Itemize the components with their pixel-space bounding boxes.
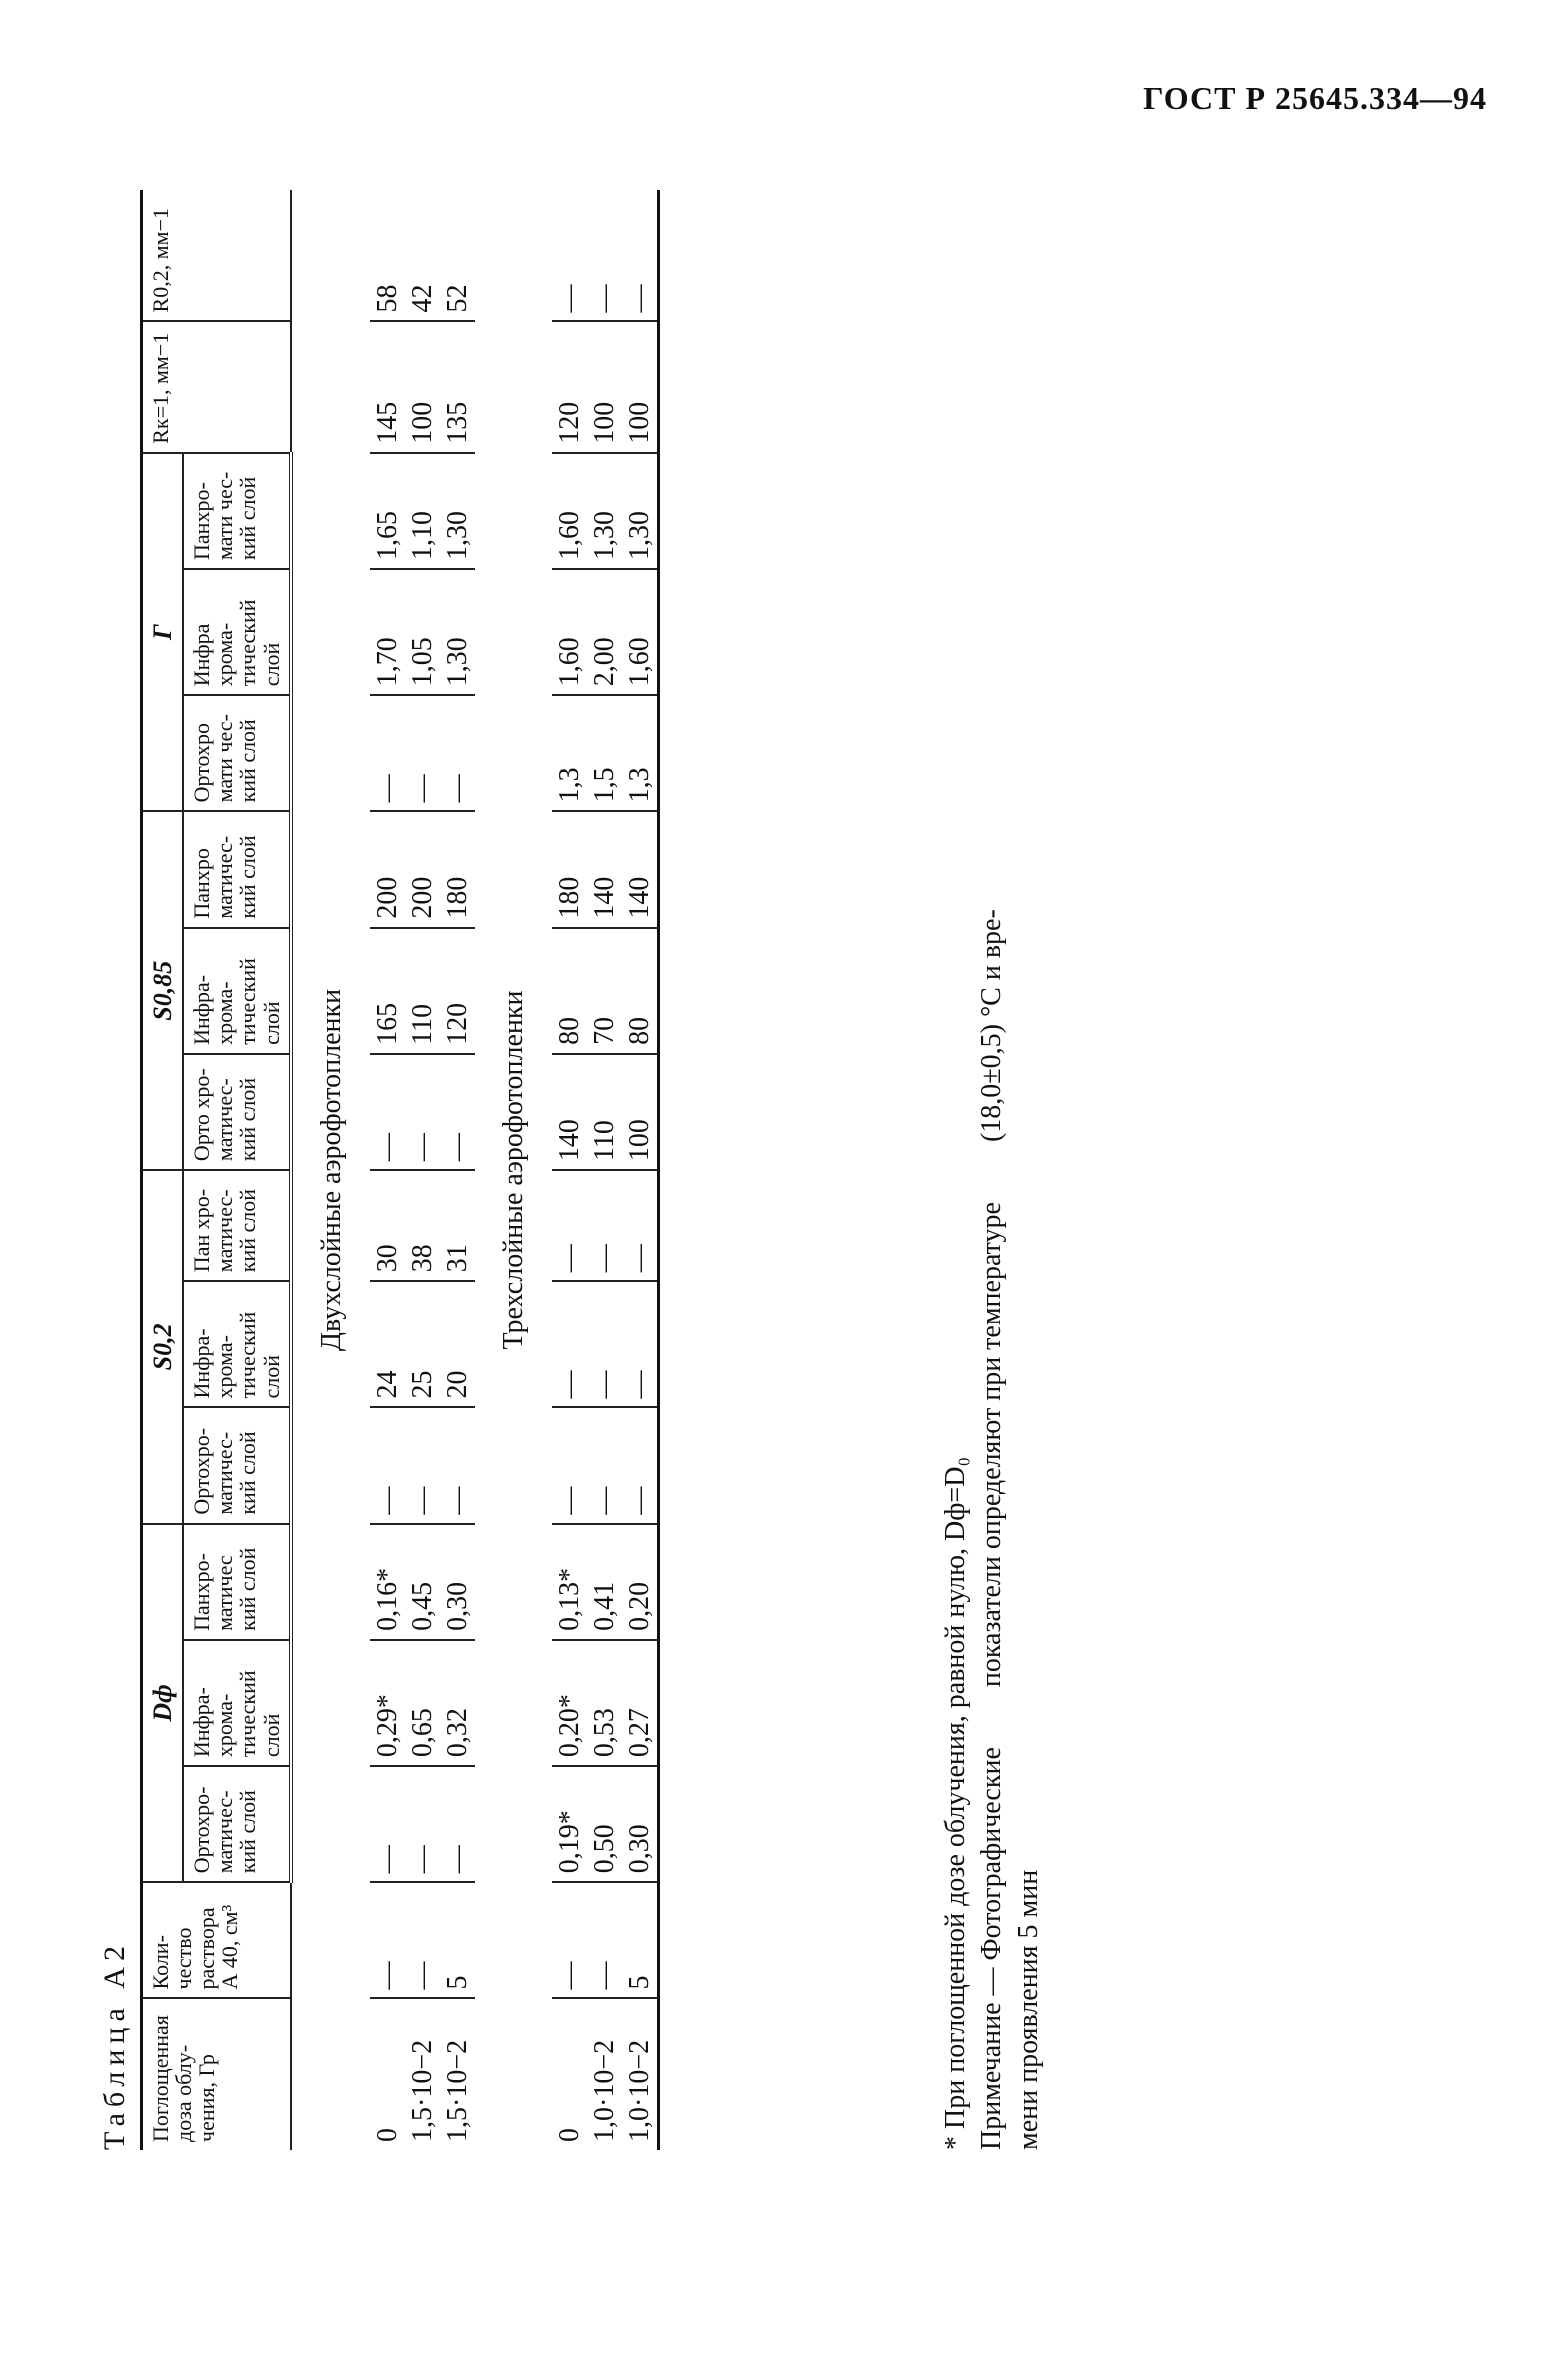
col-amount-header: Количество раствора А 40, см³ <box>142 1882 291 1998</box>
table-cell: — <box>370 1882 405 1998</box>
table-cell: 0,19* <box>552 1766 587 1882</box>
col-d-infra: Инфрахроматический слой <box>183 1640 290 1766</box>
col-s085-ortho: Орто хроматический слой <box>183 1054 290 1170</box>
notes <box>938 190 1047 2150</box>
table-cell: — <box>587 1407 622 1523</box>
table-cell: 5 <box>622 1882 659 1998</box>
table-cell: — <box>405 1766 440 1882</box>
table-cell: 0,13* <box>552 1524 587 1640</box>
table-row <box>552 190 587 2150</box>
table-cell: 0,20 <box>622 1524 659 1640</box>
table-cell: 180 <box>440 811 475 927</box>
table-cell: 0 <box>371 2128 403 2142</box>
table-cell: — <box>405 695 440 811</box>
table-cell: — <box>552 1281 587 1407</box>
table-cell: 0,30 <box>622 1766 659 1882</box>
data-table <box>140 190 660 2150</box>
table-cell: — <box>440 695 475 811</box>
table-cell: 100 <box>405 321 440 452</box>
table-cell: — <box>405 1882 440 1998</box>
table-cell: 24 <box>370 1281 405 1407</box>
note-text-1: показатели определяют при температуре <box>976 1202 1008 1688</box>
table-cell: 200 <box>405 811 440 927</box>
table-cell: — <box>552 1407 587 1523</box>
table-cell: 2,00 <box>587 569 622 695</box>
table-cell: 0,41 <box>587 1524 622 1640</box>
section-row <box>475 190 552 2150</box>
table-cell: 1,30 <box>440 569 475 695</box>
footnote: * При поглощенной дозе облучения, равной нулю, Dф=D₀ <box>940 1456 971 2150</box>
table-cell: 140 <box>587 811 622 927</box>
table-cell: — <box>370 1054 405 1170</box>
table-cell: 110 <box>405 928 440 1054</box>
col-dose-header: Поглощенная доза облучения, Гр <box>142 1998 291 2150</box>
table-cell: 1,30 <box>587 453 622 569</box>
table-cell: 1,60 <box>552 453 587 569</box>
table-cell: — <box>552 190 587 321</box>
table-cell: 0,32 <box>440 1640 475 1766</box>
table-cell: 180 <box>552 811 587 927</box>
table-cell: — <box>440 1407 475 1523</box>
table-cell: 165 <box>370 928 405 1054</box>
group-d-header: Dф <box>142 1524 184 1883</box>
table-cell: 140 <box>622 811 659 927</box>
table-cell: 5 <box>440 1882 475 1998</box>
col-d-pan: Панхроматичес кий слой <box>183 1524 290 1640</box>
table-cell: 140 <box>552 1054 587 1170</box>
table-cell: 0,27 <box>622 1640 659 1766</box>
table-cell: 1,0·10−2 <box>623 2039 655 2142</box>
table-body <box>291 190 659 2150</box>
col-s02-infra: Инфрахроматический слой <box>183 1281 290 1407</box>
table-cell: 1,5 <box>587 695 622 811</box>
table-cell: 58 <box>370 190 405 321</box>
table-cell: 1,60 <box>552 569 587 695</box>
table-cell: — <box>552 1882 587 1998</box>
table-cell: — <box>370 1407 405 1523</box>
col-d-ortho: Ортохроматический слой <box>183 1766 290 1882</box>
table-cell: 145 <box>370 321 405 452</box>
table-cell: 70 <box>587 928 622 1054</box>
table-cell: 80 <box>552 928 587 1054</box>
table-cell: 0,30 <box>440 1524 475 1640</box>
table-row <box>405 190 440 2150</box>
table-cell: — <box>622 190 659 321</box>
table-cell: 52 <box>440 190 475 321</box>
table-cell: 100 <box>622 321 659 452</box>
table-cell: 0,29* <box>370 1640 405 1766</box>
table-cell: 1,3 <box>622 695 659 811</box>
table-cell: 42 <box>405 190 440 321</box>
table-cell: 200 <box>370 811 405 927</box>
table-cell: 1,30 <box>440 453 475 569</box>
table-cell: 1,3 <box>552 695 587 811</box>
col-gamma-pan: Панхромати ческий слой <box>183 453 290 569</box>
table-cell: 120 <box>440 928 475 1054</box>
table-row <box>587 190 622 2150</box>
col-r02-header: R0,2, мм−1 <box>142 190 291 321</box>
table-cell: — <box>552 1170 587 1281</box>
table-cell: 0,65 <box>405 1640 440 1766</box>
note-label: Примечание — Фотографические <box>976 1747 1008 2150</box>
table-cell: 0,16* <box>370 1524 405 1640</box>
table-cell: — <box>587 1281 622 1407</box>
note-line-1 <box>974 190 1010 2150</box>
note-text-2: (18,0±0,5) °С и вре- <box>976 909 1008 1143</box>
table-cell: — <box>587 1170 622 1281</box>
table-cell: 0,53 <box>587 1640 622 1766</box>
table-cell: 100 <box>622 1054 659 1170</box>
note-line-2: мени проявления 5 мин <box>1012 1869 1044 2150</box>
table-cell: 0,45 <box>405 1524 440 1640</box>
table-cell: 100 <box>587 321 622 452</box>
table-cell: 1,60 <box>622 569 659 695</box>
table-cell: 0,50 <box>587 1766 622 1882</box>
table-cell: 31 <box>440 1170 475 1281</box>
page-header: ГОСТ Р 25645.334—94 <box>1143 80 1487 116</box>
table-cell: — <box>622 1170 659 1281</box>
table-cell: 1,10 <box>405 453 440 569</box>
col-s085-infra: Инфрахроматический слой <box>183 928 290 1054</box>
table-cell: — <box>440 1054 475 1170</box>
col-gamma-ortho: Ортохро мати ческий слой <box>183 695 290 811</box>
table-cell: — <box>622 1407 659 1523</box>
group-s085-header: S0,85 <box>142 811 184 1170</box>
table-cell: 20 <box>440 1281 475 1407</box>
table-cell: 25 <box>405 1281 440 1407</box>
table-row <box>440 190 475 2150</box>
table-frame <box>140 190 1075 2150</box>
col-s085-pan: Панхро матический слой <box>183 811 290 927</box>
table-cell: — <box>587 1882 622 1998</box>
section-title: Двухслойные аэрофотопленки <box>315 988 347 1352</box>
table-cell: — <box>405 1054 440 1170</box>
table-cell: — <box>587 190 622 321</box>
col-gamma-infra: Инфра хроматический слой <box>183 569 290 695</box>
table-cell: 1,05 <box>405 569 440 695</box>
table-cell: 120 <box>552 321 587 452</box>
table-cell: — <box>370 695 405 811</box>
table-cell: 80 <box>622 928 659 1054</box>
table-cell: 1,5·10−2 <box>441 2039 473 2142</box>
col-s02-pan: Пан хроматический слой <box>183 1170 290 1281</box>
table-cell: — <box>622 1281 659 1407</box>
section-title: Трехслойные аэрофотопленки <box>497 990 529 1350</box>
table-cell: — <box>370 1766 405 1882</box>
group-s02-header: S0,2 <box>142 1170 184 1524</box>
table-cell: 1,30 <box>622 453 659 569</box>
group-gamma-header: Γ <box>142 453 184 812</box>
table-row <box>370 190 405 2150</box>
table-cell: 135 <box>440 321 475 452</box>
table-cell: 0,20* <box>552 1640 587 1766</box>
table-row <box>622 190 659 2150</box>
table-cell: 0 <box>553 2128 585 2142</box>
col-rk-header: Rк=1, мм−1 <box>142 321 291 452</box>
rotated-table-region <box>80 190 1080 2150</box>
table-cell: — <box>440 1766 475 1882</box>
table-caption: Таблица А2 <box>98 1940 131 2150</box>
table-cell: — <box>405 1407 440 1523</box>
table-cell: 1,5·10−2 <box>406 2039 438 2142</box>
table-cell: 38 <box>405 1170 440 1281</box>
table-cell: 1,70 <box>370 569 405 695</box>
table-cell: 30 <box>370 1170 405 1281</box>
section-row <box>291 190 370 2150</box>
table-cell: 1,65 <box>370 453 405 569</box>
table-cell: 110 <box>587 1054 622 1170</box>
table-cell: 1,0·10−2 <box>588 2039 620 2142</box>
col-s02-ortho: Ортохроматический слой <box>183 1407 290 1523</box>
